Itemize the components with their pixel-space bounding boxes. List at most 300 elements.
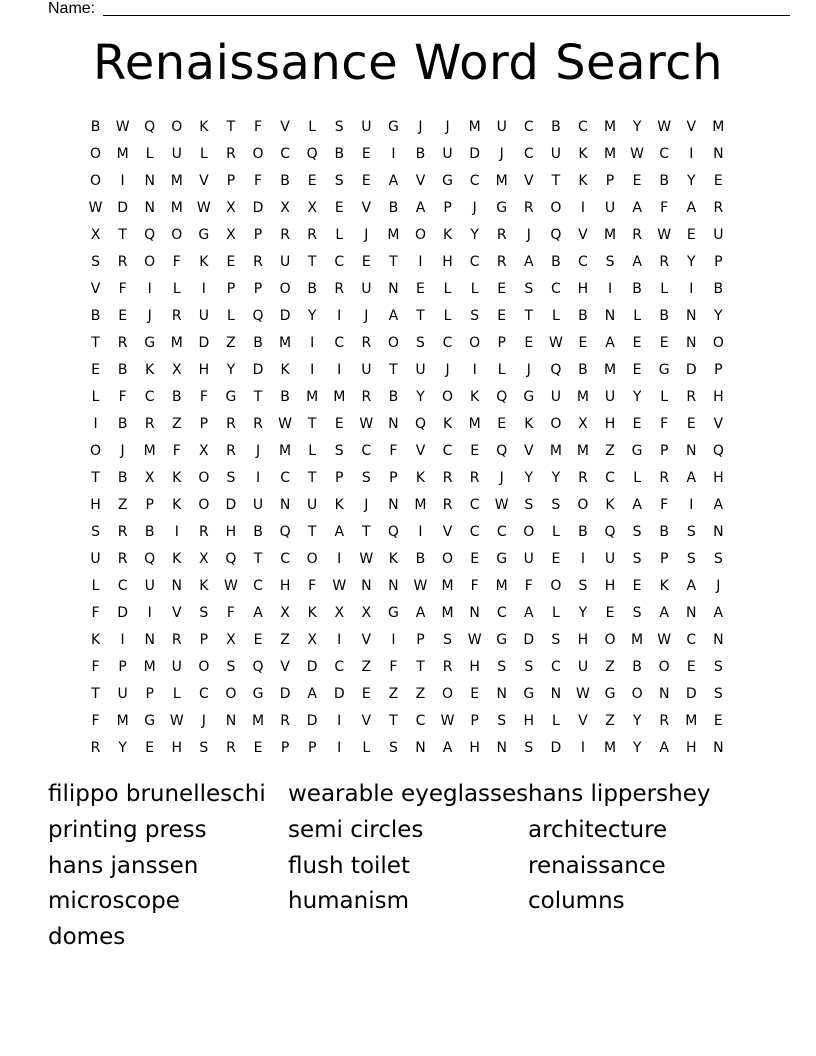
- grid-letter: A: [686, 469, 697, 486]
- grid-letter: J: [147, 307, 152, 324]
- grid-letter: P: [659, 442, 669, 459]
- grid-letter: K: [442, 226, 453, 243]
- grid-letter: P: [470, 712, 479, 729]
- grid-letter: O: [90, 145, 102, 162]
- grid-letter: K: [199, 118, 209, 135]
- grid-letter: I: [201, 280, 206, 297]
- grid-letter: L: [172, 685, 181, 702]
- grid-letter: W: [359, 415, 374, 432]
- grid-letter: M: [414, 496, 427, 513]
- grid-letter: R: [442, 658, 453, 675]
- grid-letter: M: [143, 442, 156, 459]
- grid-letter: G: [496, 550, 508, 567]
- grid-letter: M: [441, 604, 454, 621]
- grid-letter: O: [577, 496, 589, 513]
- grid-letter: U: [307, 496, 318, 513]
- grid-letter: B: [632, 280, 642, 297]
- word-list-item: architecture: [528, 816, 668, 843]
- grid-letter: Z: [361, 658, 372, 675]
- grid-letter: B: [280, 172, 290, 189]
- grid-letter: Q: [279, 523, 291, 540]
- grid-letter: S: [199, 604, 209, 621]
- grid-letter: V: [90, 280, 101, 297]
- grid-letter: K: [524, 415, 534, 432]
- word-list-item: hans lippershey: [528, 781, 711, 807]
- grid-letter: J: [255, 442, 261, 459]
- grid-letter: I: [391, 631, 396, 648]
- grid-letter: O: [631, 685, 643, 702]
- grid-letter: F: [172, 253, 181, 270]
- grid-letter: O: [414, 226, 426, 243]
- grid-letter: D: [117, 604, 128, 621]
- grid-letter: W: [657, 631, 672, 648]
- grid-letter: A: [524, 253, 534, 270]
- grid-letter: V: [713, 415, 724, 432]
- grid-letter: N: [686, 334, 697, 351]
- grid-letter: K: [90, 631, 101, 648]
- grid-letter: L: [660, 280, 669, 297]
- grid-letter: Y: [632, 388, 642, 405]
- grid-letter: A: [524, 604, 534, 621]
- grid-letter: Y: [714, 307, 723, 324]
- grid-letter: P: [714, 253, 723, 270]
- grid-letter: O: [306, 550, 318, 567]
- grid-letter: B: [388, 199, 399, 216]
- grid-letter: R: [469, 469, 480, 486]
- grid-letter: M: [603, 145, 617, 162]
- grid-letter: B: [551, 118, 561, 135]
- grid-letter: R: [253, 415, 263, 432]
- grid-letter: I: [337, 307, 342, 324]
- grid-letter: M: [387, 226, 400, 243]
- grid-letter: Q: [144, 550, 156, 567]
- grid-letter: W: [115, 118, 130, 135]
- grid-letter: R: [659, 253, 670, 270]
- grid-letter: I: [472, 361, 477, 378]
- grid-letter: R: [226, 415, 236, 432]
- grid-letter: B: [551, 253, 561, 270]
- grid-letter: F: [199, 388, 208, 405]
- grid-letter: A: [388, 172, 399, 189]
- grid-letter: I: [147, 604, 152, 621]
- grid-letter: E: [361, 172, 371, 189]
- grid-letter: A: [713, 496, 724, 513]
- grid-letter: R: [171, 307, 182, 324]
- grid-letter: N: [388, 415, 399, 432]
- grid-letter: C: [469, 253, 480, 270]
- grid-letter: D: [306, 712, 318, 729]
- grid-letter: D: [550, 739, 562, 756]
- grid-letter: R: [144, 415, 155, 432]
- grid-letter: E: [470, 685, 480, 702]
- grid-letter: H: [713, 469, 724, 486]
- grid-letter: G: [387, 604, 399, 621]
- grid-letter: I: [337, 631, 342, 648]
- grid-letter: S: [632, 604, 642, 621]
- grid-letter: I: [310, 334, 315, 351]
- grid-letter: L: [91, 577, 100, 594]
- grid-letter: K: [578, 145, 588, 162]
- grid-letter: D: [685, 685, 697, 702]
- grid-letter: S: [551, 496, 561, 513]
- grid-letter: Z: [171, 415, 182, 432]
- grid-letter: M: [603, 118, 617, 135]
- grid-letter: C: [442, 334, 453, 351]
- grid-letter: T: [91, 685, 100, 702]
- grid-letter: V: [361, 199, 372, 216]
- grid-letter: Y: [524, 469, 534, 486]
- grid-letter: L: [308, 442, 317, 459]
- grid-letter: S: [524, 280, 534, 297]
- grid-letter: W: [657, 118, 672, 135]
- grid-letter: I: [580, 550, 586, 567]
- grid-letter: B: [632, 658, 642, 675]
- grid-letter: H: [604, 415, 616, 432]
- grid-letter: N: [550, 685, 562, 702]
- grid-letter: M: [441, 577, 454, 594]
- grid-letter: N: [496, 739, 507, 756]
- grid-letter: A: [632, 496, 642, 513]
- grid-letter: Y: [632, 118, 642, 135]
- grid-letter: J: [120, 442, 125, 459]
- grid-letter: E: [686, 226, 696, 243]
- grid-letter: T: [551, 172, 561, 189]
- grid-letter: G: [387, 118, 399, 135]
- grid-letter: S: [713, 658, 723, 675]
- grid-letter: G: [496, 631, 508, 648]
- grid-letter: E: [713, 712, 723, 729]
- grid-letter: Y: [686, 253, 696, 270]
- grid-letter: N: [144, 172, 155, 189]
- grid-letter: M: [170, 199, 183, 216]
- grid-letter: Q: [252, 658, 264, 675]
- grid-letter: C: [469, 496, 480, 513]
- grid-letter: Z: [226, 334, 236, 351]
- page-title: Renaissance Word Search: [93, 35, 723, 91]
- grid-letter: E: [361, 253, 371, 270]
- grid-letter: N: [469, 604, 480, 621]
- grid-letter: I: [689, 496, 694, 513]
- grid-letter: B: [307, 280, 317, 297]
- grid-letter: U: [604, 550, 616, 567]
- grid-letter: H: [577, 631, 589, 648]
- grid-letter: Q: [550, 361, 562, 378]
- grid-letter: V: [199, 172, 209, 189]
- grid-letter: N: [388, 280, 399, 297]
- grid-letter: F: [91, 604, 100, 621]
- grid-letter: B: [578, 307, 588, 324]
- grid-letter: T: [91, 334, 100, 351]
- grid-letter: T: [416, 307, 425, 324]
- grid-letter: X: [280, 604, 290, 621]
- grid-letter: U: [550, 388, 561, 405]
- grid-letter: R: [713, 199, 724, 216]
- grid-letter: A: [605, 334, 615, 351]
- grid-letter: C: [144, 388, 155, 405]
- grid-letter: I: [607, 280, 613, 297]
- grid-letter: J: [364, 496, 369, 513]
- grid-letter: U: [361, 280, 372, 297]
- grid-letter: T: [389, 253, 398, 270]
- grid-letter: C: [523, 118, 534, 135]
- grid-letter: J: [526, 226, 531, 243]
- grid-letter: H: [713, 388, 724, 405]
- grid-letter: M: [495, 577, 508, 594]
- grid-letter: W: [169, 712, 184, 729]
- grid-letter: O: [198, 469, 210, 486]
- grid-letter: U: [604, 199, 616, 216]
- grid-letter: U: [144, 577, 155, 594]
- grid-letter: L: [551, 307, 560, 324]
- grid-letter: E: [334, 415, 344, 432]
- grid-letter: S: [686, 550, 696, 567]
- grid-letter: B: [144, 523, 155, 540]
- grid-letter: B: [117, 361, 128, 378]
- grid-letter: M: [251, 712, 265, 729]
- grid-letter: S: [524, 739, 534, 756]
- grid-letter: S: [497, 712, 507, 729]
- grid-letter: E: [497, 307, 507, 324]
- grid-letter: U: [90, 550, 101, 567]
- grid-letter: X: [199, 550, 209, 567]
- grid-letter: F: [660, 199, 669, 216]
- grid-letter: B: [713, 280, 724, 297]
- word-list-item: microscope: [48, 888, 180, 915]
- grid-letter: G: [631, 442, 643, 459]
- grid-letter: D: [117, 199, 128, 216]
- grid-letter: T: [253, 388, 263, 405]
- grid-letter: B: [280, 388, 290, 405]
- grid-letter: Q: [712, 442, 724, 459]
- grid-letter: N: [713, 739, 724, 756]
- grid-letter: E: [713, 172, 723, 189]
- grid-letter: I: [689, 280, 694, 297]
- grid-letter: T: [416, 658, 425, 675]
- grid-letter: P: [253, 280, 263, 297]
- grid-letter: V: [280, 118, 290, 135]
- grid-letter: C: [334, 658, 345, 675]
- word-list-item: renaissance: [528, 852, 666, 879]
- grid-letter: S: [226, 469, 236, 486]
- grid-letter: H: [523, 712, 535, 729]
- grid-letter: D: [279, 307, 291, 324]
- grid-letter: A: [307, 685, 317, 702]
- grid-letter: N: [279, 496, 291, 513]
- grid-letter: E: [145, 739, 155, 756]
- grid-letter: E: [632, 361, 642, 378]
- grid-letter: N: [713, 523, 724, 540]
- grid-letter: H: [604, 577, 616, 594]
- grid-letter: Y: [686, 172, 696, 189]
- grid-letter: F: [524, 577, 533, 594]
- grid-letter: G: [523, 685, 535, 702]
- grid-letter: I: [120, 172, 125, 189]
- grid-letter: D: [523, 631, 535, 648]
- grid-letter: M: [116, 712, 129, 729]
- grid-letter: P: [145, 685, 154, 702]
- grid-letter: L: [172, 280, 181, 297]
- grid-letter: A: [632, 253, 642, 270]
- word-list-item: wearable eyeglasses: [288, 781, 529, 807]
- grid-letter: B: [388, 388, 399, 405]
- grid-letter: O: [550, 199, 562, 216]
- grid-letter: V: [686, 118, 697, 135]
- grid-letter: F: [118, 280, 127, 297]
- grid-letter: E: [686, 658, 696, 675]
- grid-letter: K: [172, 496, 182, 513]
- grid-letter: N: [604, 307, 616, 324]
- grid-letter: Y: [416, 388, 425, 405]
- grid-letter: L: [443, 280, 452, 297]
- grid-letter: C: [334, 334, 345, 351]
- grid-letter: O: [442, 685, 454, 702]
- grid-letter: B: [659, 307, 669, 324]
- grid-letter: C: [469, 172, 480, 189]
- grid-letter: O: [90, 442, 102, 459]
- grid-letter: E: [253, 631, 263, 648]
- grid-letter: N: [658, 685, 670, 702]
- grid-letter: T: [524, 307, 534, 324]
- grid-letter: E: [632, 334, 642, 351]
- grid-letter: K: [307, 604, 317, 621]
- grid-letter: X: [578, 415, 588, 432]
- grid-letter: M: [685, 712, 698, 729]
- grid-letter: C: [361, 442, 372, 459]
- name-underline: [103, 15, 790, 16]
- grid-letter: L: [551, 523, 560, 540]
- grid-letter: C: [578, 118, 588, 135]
- grid-letter: N: [686, 442, 697, 459]
- grid-letter: H: [442, 253, 453, 270]
- grid-letter: I: [418, 523, 423, 540]
- grid-letter: L: [335, 226, 344, 243]
- grid-letter: S: [334, 172, 344, 189]
- grid-letter: P: [145, 496, 154, 513]
- grid-letter: N: [686, 307, 697, 324]
- grid-letter: X: [226, 226, 236, 243]
- grid-letter: W: [548, 334, 563, 351]
- grid-letter: J: [445, 361, 450, 378]
- grid-letter: G: [442, 172, 453, 189]
- grid-letter: M: [468, 118, 481, 135]
- grid-letter: O: [469, 334, 481, 351]
- grid-letter: K: [172, 469, 182, 486]
- grid-letter: Q: [144, 118, 156, 135]
- grid-letter: L: [551, 604, 560, 621]
- grid-letter: A: [659, 604, 669, 621]
- grid-letter: F: [660, 415, 669, 432]
- grid-letter: R: [253, 253, 263, 270]
- grid-letter: W: [467, 631, 482, 648]
- grid-letter: L: [497, 361, 506, 378]
- grid-letter: U: [550, 145, 561, 162]
- grid-letter: S: [605, 253, 615, 270]
- grid-letter: U: [252, 496, 264, 513]
- grid-letter: R: [226, 442, 236, 459]
- grid-letter: K: [659, 577, 669, 594]
- grid-letter: C: [469, 523, 480, 540]
- grid-letter: I: [93, 415, 98, 432]
- grid-letter: E: [686, 415, 696, 432]
- grid-letter: T: [307, 523, 317, 540]
- grid-letter: H: [198, 361, 210, 378]
- grid-letter: B: [578, 523, 588, 540]
- grid-letter: G: [144, 712, 156, 729]
- grid-letter: K: [415, 469, 426, 486]
- grid-letter: N: [686, 604, 697, 621]
- grid-letter: M: [279, 442, 292, 459]
- grid-letter: B: [415, 145, 426, 162]
- grid-letter: C: [442, 442, 453, 459]
- grid-letter: U: [415, 361, 426, 378]
- grid-letter: J: [418, 118, 423, 135]
- grid-letter: E: [524, 334, 534, 351]
- grid-letter: U: [171, 145, 182, 162]
- grid-letter: I: [689, 145, 694, 162]
- grid-letter: R: [280, 226, 290, 243]
- grid-letter: H: [90, 496, 101, 513]
- grid-letter: M: [306, 388, 319, 405]
- grid-letter: M: [143, 658, 156, 675]
- grid-letter: P: [280, 739, 290, 756]
- grid-letter: O: [550, 415, 562, 432]
- grid-letter: F: [308, 577, 317, 594]
- grid-letter: Q: [604, 523, 616, 540]
- grid-letter: E: [91, 361, 100, 378]
- grid-letter: W: [630, 145, 645, 162]
- grid-letter: S: [524, 658, 534, 675]
- grid-letter: N: [144, 631, 155, 648]
- grid-letter: V: [361, 712, 372, 729]
- grid-letter: S: [443, 631, 452, 648]
- grid-letter: T: [307, 415, 317, 432]
- grid-letter: V: [578, 712, 588, 729]
- grid-letter: B: [90, 118, 101, 135]
- grid-letter: W: [196, 199, 211, 216]
- grid-letter: P: [118, 658, 127, 675]
- grid-letter: K: [172, 550, 182, 567]
- grid-letter: U: [442, 145, 453, 162]
- grid-letter: J: [364, 226, 369, 243]
- grid-letter: D: [685, 361, 697, 378]
- grid-letter: A: [415, 604, 426, 621]
- grid-letter: N: [713, 631, 724, 648]
- grid-letter: R: [90, 739, 101, 756]
- grid-letter: R: [226, 739, 236, 756]
- grid-letter: R: [632, 226, 642, 243]
- grid-letter: D: [225, 496, 237, 513]
- word-list-item: domes: [48, 924, 126, 951]
- grid-letter: X: [144, 469, 155, 486]
- grid-letter: P: [443, 199, 452, 216]
- grid-letter: Q: [225, 550, 237, 567]
- grid-letter: O: [171, 118, 183, 135]
- grid-letter: F: [226, 604, 235, 621]
- name-field[interactable]: [48, 0, 748, 20]
- grid-letter: P: [335, 469, 344, 486]
- grid-letter: N: [388, 577, 399, 594]
- grid-letter: W: [359, 550, 374, 567]
- grid-letter: C: [686, 631, 697, 648]
- grid-letter: D: [306, 658, 318, 675]
- grid-letter: E: [307, 172, 317, 189]
- grid-letter: X: [280, 199, 290, 216]
- grid-letter: G: [658, 361, 670, 378]
- grid-letter: W: [494, 496, 509, 513]
- grid-letter: O: [442, 550, 454, 567]
- grid-letter: B: [659, 523, 669, 540]
- grid-letter: H: [469, 658, 480, 675]
